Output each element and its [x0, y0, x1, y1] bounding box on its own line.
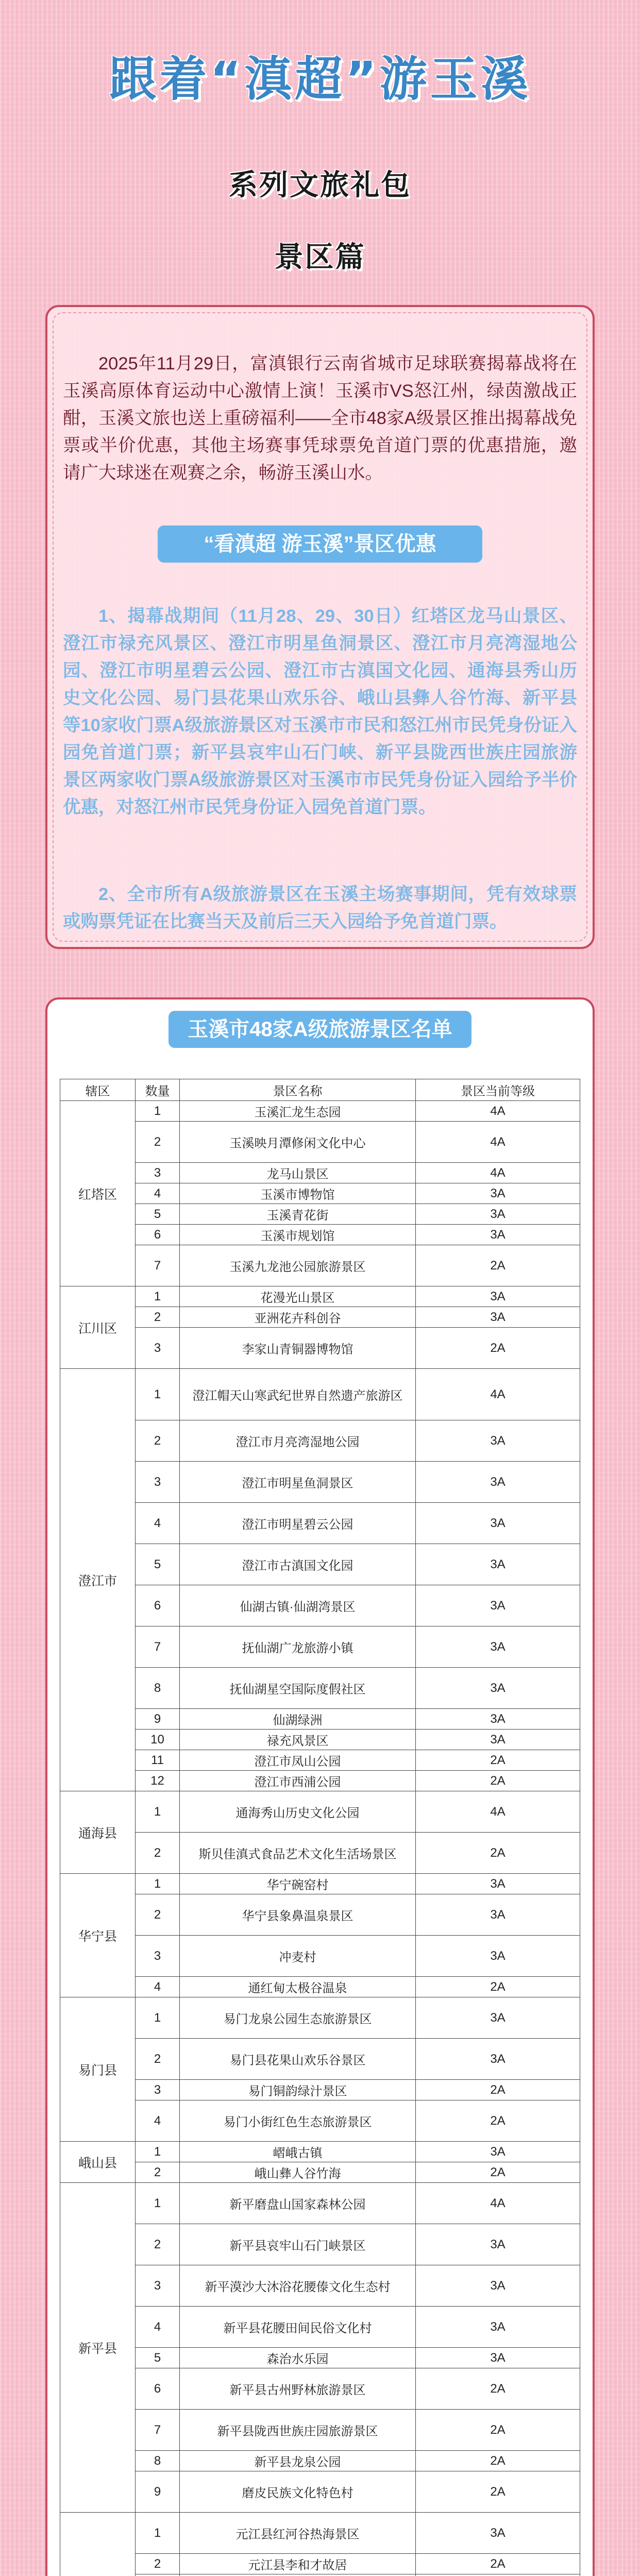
count-cell: 2	[136, 2224, 180, 2265]
scenic-name-cell: 新平县哀牢山石门峡景区	[180, 2224, 416, 2265]
count-cell: 1	[136, 1369, 180, 1420]
level-cell: 2A	[416, 2368, 580, 2410]
region-cell	[60, 2513, 136, 2576]
count-cell: 3	[136, 2080, 180, 2100]
table-row	[60, 1101, 580, 1122]
level-cell: 2A	[416, 1245, 580, 1286]
scenic-name-cell: 华宁碗窑村	[180, 1874, 416, 1894]
table-row	[60, 1286, 580, 1307]
scenic-name-cell: 禄充风景区	[180, 1730, 416, 1750]
table-row	[60, 1750, 580, 1771]
count-cell: 1	[136, 1874, 180, 1894]
level-cell: 3A	[416, 1462, 580, 1503]
page-subtitle: 系列文旅礼包	[229, 168, 411, 201]
offer-paragraph-1: 1、揭幕战期间（11月28、29、30日）红塔区龙马山景区、澄江市禄充风景区、澄江市明星鱼洞景区、澄江市月亮湾湿地公园、澄江市明星碧云公园、澄江市古滇国文化园、通海县秀山历史文化公园、易门县花果山欢乐谷、峨山县彝人谷竹海、新平县等10家收门票A级旅游景区对玉溪市市民和怒江州市民凭身份证入园免首道门票；新平县哀牢山石门峡、新平县陇西世族庄园旅游景区两家收门票A级旅游景区对玉溪市市民凭身份证入园给予半价优惠，对怒江州市民凭身份证入园免首道门票。	[63, 606, 577, 817]
level-cell: 2A	[416, 1771, 580, 1791]
count-cell: 6	[136, 1585, 180, 1626]
scenic-name-cell: 新平漠沙大沐浴花腰傣文化生态村	[180, 2265, 416, 2307]
level-cell: 2A	[416, 2410, 580, 2451]
table-row	[60, 1307, 580, 1328]
scenic-table-wrapper	[60, 1079, 580, 2576]
header-level: 景区当前等级	[416, 1079, 580, 1101]
count-cell: 2	[136, 1833, 180, 1874]
scenic-name-cell: 仙湖古镇·仙湖湾景区	[180, 1585, 416, 1626]
scenic-name-cell: 仙湖绿洲	[180, 1709, 416, 1730]
table-row	[60, 1183, 580, 1204]
table-row	[60, 2554, 580, 2574]
scenic-name-cell: 玉溪汇龙生态园	[180, 1101, 416, 1122]
header-count: 数量	[136, 1079, 180, 1101]
level-cell: 4A	[416, 1122, 580, 1163]
count-cell: 1	[136, 2142, 180, 2162]
table-row	[60, 1585, 580, 1626]
level-cell: 3A	[416, 1544, 580, 1585]
count-cell: 7	[136, 1245, 180, 1286]
count-cell: 6	[136, 2368, 180, 2410]
level-cell: 4A	[416, 2183, 580, 2224]
count-cell: 4	[136, 1183, 180, 1204]
scenic-name-cell: 森治水乐园	[180, 2348, 416, 2368]
region-cell: 易门县	[60, 1997, 136, 2142]
level-cell: 3A	[416, 1286, 580, 1307]
count-cell: 1	[136, 1101, 180, 1122]
table-body	[60, 1101, 580, 2576]
level-cell: 4A	[416, 1791, 580, 1833]
page-subtitle-section: 景区篇	[274, 241, 366, 273]
region-cell: 江川区	[60, 1286, 136, 1369]
scenic-name-cell: 玉溪映月潭修闲文化中心	[180, 1122, 416, 1163]
scenic-name-cell: 澄江帽天山寒武纪世界自然遗产旅游区	[180, 1369, 416, 1420]
count-cell: 10	[136, 1730, 180, 1750]
page-title: 跟着“滇超”游玉溪	[109, 52, 531, 107]
table-row	[60, 2410, 580, 2451]
scenic-name-cell: 澄江市古滇国文化园	[180, 1544, 416, 1585]
scenic-name-cell: 澄江市明星鱼洞景区	[180, 1462, 416, 1503]
count-cell: 3	[136, 1163, 180, 1183]
count-cell: 2	[136, 1122, 180, 1163]
scenic-table	[60, 1079, 580, 2576]
count-cell: 2	[136, 2162, 180, 2183]
table-row	[60, 1204, 580, 1225]
scenic-name-cell: 抚仙湖星空国际度假社区	[180, 1668, 416, 1709]
count-cell: 4	[136, 1503, 180, 1544]
count-cell: 2	[136, 1420, 180, 1462]
scenic-name-cell: 易门龙泉公园生态旅游景区	[180, 1997, 416, 2039]
count-cell: 7	[136, 1626, 180, 1668]
count-cell: 1	[136, 2513, 180, 2554]
table-row	[60, 1709, 580, 1730]
region-cell: 峨山县	[60, 2142, 136, 2183]
intro-paragraph: 2025年11月29日，富滇银行云南省城市足球联赛揭幕战将在玉溪高原体育运动中心激情上演！玉溪市VS怒江州，绿茵激战正酣，玉溪文旅也送上重磅福利——全市48家A级景区推出揭幕战免票或半价优惠，其他主场赛事凭球票免首道门票的优惠措施，邀请广大球迷在观赛之余，畅游玉溪山水。	[63, 354, 577, 483]
count-cell: 2	[136, 2039, 180, 2080]
level-cell: 3A	[416, 1730, 580, 1750]
table-row	[60, 2451, 580, 2471]
scenic-name-cell: 澄江市月亮湾湿地公园	[180, 1420, 416, 1462]
scenic-name-cell: 新平县古州野林旅游景区	[180, 2368, 416, 2410]
level-cell: 3A	[416, 1183, 580, 1204]
level-cell: 3A	[416, 2265, 580, 2307]
level-cell: 2A	[416, 1328, 580, 1369]
scenic-name-cell: 玉溪市规划馆	[180, 1225, 416, 1245]
scenic-name-cell: 亚洲花卉科创谷	[180, 1307, 416, 1328]
level-cell: 2A	[416, 1750, 580, 1771]
scenic-name-cell: 龙马山景区	[180, 1163, 416, 1183]
level-cell: 3A	[416, 2039, 580, 2080]
table-row	[60, 1791, 580, 1833]
level-cell: 2A	[416, 2162, 580, 2183]
scenic-name-cell: 峨山彝人谷竹海	[180, 2162, 416, 2183]
level-cell: 3A	[416, 1626, 580, 1668]
table-row	[60, 2368, 580, 2410]
level-cell: 3A	[416, 2513, 580, 2554]
level-cell: 3A	[416, 1307, 580, 1328]
level-cell: 3A	[416, 1420, 580, 1462]
level-cell: 4A	[416, 1163, 580, 1183]
table-row	[60, 1894, 580, 1936]
scenic-name-cell: 新平磨盘山国家森林公园	[180, 2183, 416, 2224]
table-row	[60, 2080, 580, 2100]
level-cell: 3A	[416, 1585, 580, 1626]
table-row	[60, 1369, 580, 1420]
scenic-name-cell: 澄江市凤山公园	[180, 1750, 416, 1771]
count-cell: 1	[136, 2183, 180, 2224]
level-cell: 4A	[416, 1369, 580, 1420]
count-cell: 2	[136, 2554, 180, 2574]
level-cell: 2A	[416, 2080, 580, 2100]
count-cell: 3	[136, 1936, 180, 1977]
table-row	[60, 1936, 580, 1977]
level-cell: 3A	[416, 1709, 580, 1730]
table-row	[60, 2100, 580, 2142]
count-cell: 11	[136, 1750, 180, 1771]
table-row	[60, 1544, 580, 1585]
table-row	[60, 1245, 580, 1286]
scenic-name-cell: 新平县陇西世族庄园旅游景区	[180, 2410, 416, 2451]
table-row	[60, 1977, 580, 1997]
count-cell: 5	[136, 1544, 180, 1585]
scenic-name-cell: 李家山青铜器博物馆	[180, 1328, 416, 1369]
count-cell: 4	[136, 1977, 180, 1997]
offers-section-tag: “看滇超 游玉溪”景区优惠	[158, 526, 482, 563]
level-cell: 2A	[416, 2554, 580, 2574]
table-row	[60, 1503, 580, 1544]
scenic-name-cell: 新平县花腰田间民俗文化村	[180, 2307, 416, 2348]
table-row	[60, 1874, 580, 1894]
count-cell: 2	[136, 1894, 180, 1936]
count-cell: 1	[136, 1791, 180, 1833]
level-cell: 3A	[416, 2224, 580, 2265]
table-row	[60, 2471, 580, 2513]
scenic-name-cell: 易门铜韵绿汁景区	[180, 2080, 416, 2100]
level-cell: 4A	[416, 1101, 580, 1122]
count-cell: 4	[136, 2100, 180, 2142]
level-cell: 2A	[416, 1833, 580, 1874]
level-cell: 3A	[416, 1936, 580, 1977]
level-cell: 3A	[416, 2307, 580, 2348]
scenic-name-cell: 斯贝佳滇式食品艺术文化生活场景区	[180, 1833, 416, 1874]
table-row	[60, 2348, 580, 2368]
header-region: 辖区	[60, 1079, 136, 1101]
scenic-name-cell: 华宁县象鼻温泉景区	[180, 1894, 416, 1936]
table-row	[60, 1122, 580, 1163]
table-row	[60, 1163, 580, 1183]
level-cell: 3A	[416, 1894, 580, 1936]
level-cell: 3A	[416, 1997, 580, 2039]
table-row	[60, 2513, 580, 2554]
level-cell: 2A	[416, 2100, 580, 2142]
count-cell: 3	[136, 1328, 180, 1369]
table-row	[60, 1225, 580, 1245]
count-cell: 1	[136, 1286, 180, 1307]
count-cell: 12	[136, 1771, 180, 1791]
table-row	[60, 2039, 580, 2080]
level-cell	[416, 2574, 580, 2576]
count-cell: 9	[136, 1709, 180, 1730]
scenic-name-cell	[180, 2574, 416, 2576]
count-cell: 5	[136, 1204, 180, 1225]
table-row	[60, 1328, 580, 1369]
level-cell: 3A	[416, 2348, 580, 2368]
header-scenic-name: 景区名称	[180, 1079, 416, 1101]
count-cell: 1	[136, 1997, 180, 2039]
table-row	[60, 2183, 580, 2224]
count-cell: 5	[136, 2348, 180, 2368]
region-cell: 新平县	[60, 2183, 136, 2513]
table-row	[60, 2162, 580, 2183]
table-row	[60, 1997, 580, 2039]
level-cell: 2A	[416, 1977, 580, 1997]
scenic-name-cell: 玉溪青花街	[180, 1204, 416, 1225]
count-cell: 6	[136, 1225, 180, 1245]
scenic-name-cell: 冲麦村	[180, 1936, 416, 1977]
table-row	[60, 1420, 580, 1462]
scenic-name-cell: 元江县红河谷热海景区	[180, 2513, 416, 2554]
region-cell: 通海县	[60, 1791, 136, 1874]
level-cell: 3A	[416, 1503, 580, 1544]
table-row	[60, 1626, 580, 1668]
scenic-name-cell: 嶍峨古镇	[180, 2142, 416, 2162]
scenic-name-cell: 花漫光山景区	[180, 1286, 416, 1307]
level-cell: 2A	[416, 2471, 580, 2513]
count-cell: 8	[136, 1668, 180, 1709]
level-cell: 3A	[416, 1225, 580, 1245]
region-cell: 华宁县	[60, 1874, 136, 1997]
level-cell: 3A	[416, 2142, 580, 2162]
scenic-name-cell: 抚仙湖广龙旅游小镇	[180, 1626, 416, 1668]
scenic-name-cell: 元江县李和才故居	[180, 2554, 416, 2574]
count-cell: 3	[136, 2265, 180, 2307]
level-cell: 3A	[416, 1874, 580, 1894]
count-cell	[136, 2574, 180, 2576]
region-cell: 澄江市	[60, 1369, 136, 1791]
count-cell: 3	[136, 1462, 180, 1503]
scenic-name-cell: 玉溪市博物馆	[180, 1183, 416, 1204]
scenic-list-title: 玉溪市48家A级旅游景区名单	[169, 1011, 471, 1048]
table-row	[60, 1462, 580, 1503]
scenic-name-cell: 澄江市西浦公园	[180, 1771, 416, 1791]
table-row	[60, 1833, 580, 1874]
level-cell: 3A	[416, 1668, 580, 1709]
count-cell: 7	[136, 2410, 180, 2451]
table-row	[60, 2574, 580, 2576]
table-row	[60, 1730, 580, 1750]
scenic-name-cell: 玉溪九龙池公园旅游景区	[180, 1245, 416, 1286]
table-row	[60, 2265, 580, 2307]
scenic-name-cell: 新平县龙泉公园	[180, 2451, 416, 2471]
scenic-name-cell: 通红甸太极谷温泉	[180, 1977, 416, 1997]
scenic-name-cell: 澄江市明星碧云公园	[180, 1503, 416, 1544]
scenic-name-cell: 通海秀山历史文化公园	[180, 1791, 416, 1833]
level-cell: 2A	[416, 2451, 580, 2471]
table-row	[60, 2224, 580, 2265]
region-cell: 红塔区	[60, 1101, 136, 1286]
offer-paragraph-2: 2、全市所有A级旅游景区在玉溪主场赛事期间，凭有效球票或购票凭证在比赛当天及前后三天入园给予免首道门票。	[63, 885, 577, 931]
table-row	[60, 2142, 580, 2162]
count-cell: 4	[136, 2307, 180, 2348]
scenic-name-cell: 磨皮民族文化特色村	[180, 2471, 416, 2513]
table-row	[60, 1668, 580, 1709]
count-cell: 9	[136, 2471, 180, 2513]
table-header-row	[60, 1079, 580, 1101]
table-row	[60, 2307, 580, 2348]
level-cell: 3A	[416, 1204, 580, 1225]
count-cell: 8	[136, 2451, 180, 2471]
count-cell: 2	[136, 1307, 180, 1328]
table-row	[60, 1771, 580, 1791]
scenic-name-cell: 易门小街红色生态旅游景区	[180, 2100, 416, 2142]
scenic-name-cell: 易门县花果山欢乐谷景区	[180, 2039, 416, 2080]
